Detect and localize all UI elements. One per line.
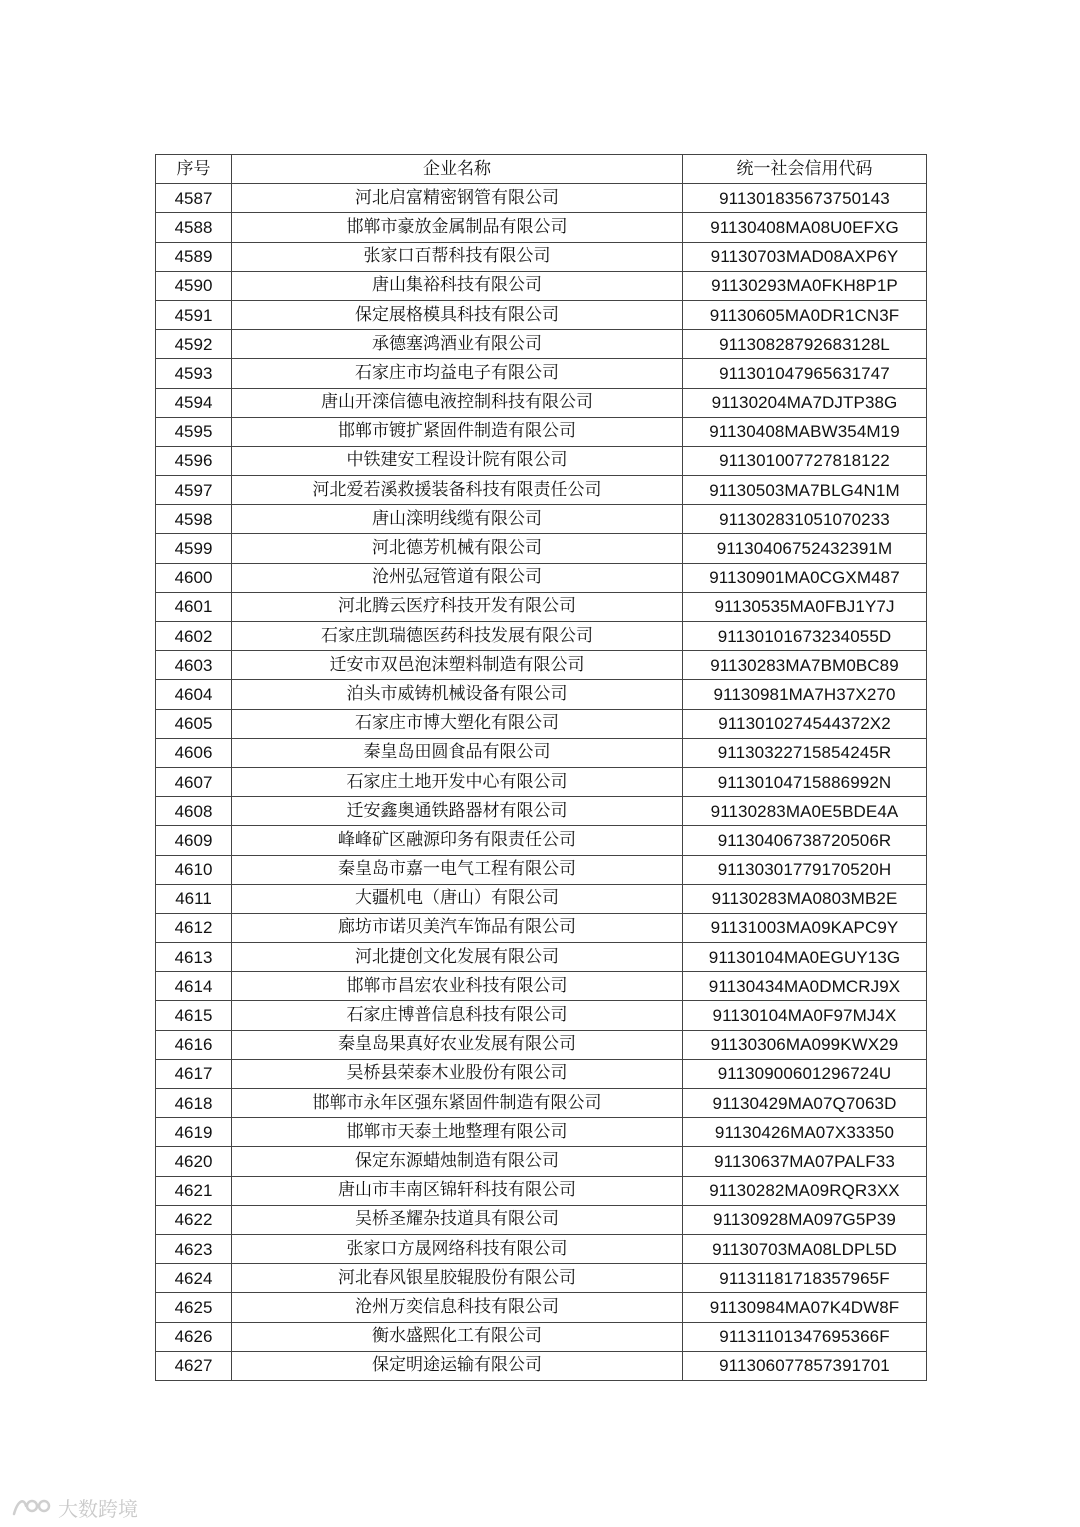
row-seq: 4609 <box>156 826 232 855</box>
row-company-name: 保定展格模具科技有限公司 <box>232 300 683 329</box>
row-credit-code: 91130101673234055D <box>683 622 927 651</box>
row-company-name: 沧州万奕信息科技有限公司 <box>232 1293 683 1322</box>
table-row <box>156 330 927 359</box>
header-credit-code: 统一社会信用代码 <box>683 155 927 184</box>
row-seq: 4620 <box>156 1147 232 1176</box>
row-credit-code: 911306077857391701 <box>683 1351 927 1380</box>
row-credit-code: 9113010274544372X2 <box>683 709 927 738</box>
row-company-name: 唐山市丰南区锦轩科技有限公司 <box>232 1176 683 1205</box>
header-seq: 序号 <box>156 155 232 184</box>
header-company-name: 企业名称 <box>232 155 683 184</box>
row-credit-code: 91130406738720506R <box>683 826 927 855</box>
table-row <box>156 1351 927 1380</box>
row-credit-code: 91130293MA0FKH8P1P <box>683 271 927 300</box>
row-credit-code: 91130426MA07X33350 <box>683 1118 927 1147</box>
table-row <box>156 1030 927 1059</box>
row-company-name: 河北启富精密钢管有限公司 <box>232 184 683 213</box>
row-company-name: 峰峰矿区融源印务有限责任公司 <box>232 826 683 855</box>
row-credit-code: 91130408MABW354M19 <box>683 417 927 446</box>
row-company-name: 邯郸市豪放金属制品有限公司 <box>232 213 683 242</box>
row-company-name: 大疆机电（唐山）有限公司 <box>232 884 683 913</box>
row-company-name: 保定东源蜡烛制造有限公司 <box>232 1147 683 1176</box>
table-row <box>156 855 927 884</box>
row-credit-code: 91130322715854245R <box>683 738 927 767</box>
table-row <box>156 709 927 738</box>
row-seq: 4608 <box>156 797 232 826</box>
row-seq: 4604 <box>156 680 232 709</box>
row-company-name: 张家口百帮科技有限公司 <box>232 242 683 271</box>
row-credit-code: 91130637MA07PALF33 <box>683 1147 927 1176</box>
row-company-name: 石家庄土地开发中心有限公司 <box>232 767 683 796</box>
row-credit-code: 911301007727818122 <box>683 446 927 475</box>
row-company-name: 河北腾云医疗科技开发有限公司 <box>232 592 683 621</box>
row-credit-code: 91130703MAD08AXP6Y <box>683 242 927 271</box>
row-company-name: 河北爱若溪救援装备科技有限责任公司 <box>232 476 683 505</box>
company-list-table <box>155 154 927 1381</box>
row-company-name: 河北德芳机械有限公司 <box>232 534 683 563</box>
row-credit-code: 91130282MA09RQR3XX <box>683 1176 927 1205</box>
row-company-name: 吴桥圣耀杂技道具有限公司 <box>232 1205 683 1234</box>
row-company-name: 秦皇岛田圆食品有限公司 <box>232 738 683 767</box>
row-seq: 4590 <box>156 271 232 300</box>
row-seq: 4597 <box>156 476 232 505</box>
row-seq: 4605 <box>156 709 232 738</box>
row-credit-code: 91130703MA08LDPL5D <box>683 1234 927 1263</box>
row-credit-code: 91130429MA07Q7063D <box>683 1089 927 1118</box>
table-row <box>156 1176 927 1205</box>
row-seq: 4621 <box>156 1176 232 1205</box>
row-company-name: 承德塞鸿酒业有限公司 <box>232 330 683 359</box>
row-credit-code: 91130283MA7BM0BC89 <box>683 651 927 680</box>
row-seq: 4594 <box>156 388 232 417</box>
row-seq: 4595 <box>156 417 232 446</box>
table-row <box>156 1234 927 1263</box>
row-seq: 4606 <box>156 738 232 767</box>
table-row <box>156 1205 927 1234</box>
row-seq: 4625 <box>156 1293 232 1322</box>
row-seq: 4603 <box>156 651 232 680</box>
table-row <box>156 1264 927 1293</box>
table-row <box>156 446 927 475</box>
row-seq: 4596 <box>156 446 232 475</box>
row-company-name: 廊坊市诺贝美汽车饰品有限公司 <box>232 913 683 942</box>
row-seq: 4589 <box>156 242 232 271</box>
row-credit-code: 91130104MA0F97MJ4X <box>683 1001 927 1030</box>
row-credit-code: 91130828792683128L <box>683 330 927 359</box>
row-company-name: 邯郸市天泰土地整理有限公司 <box>232 1118 683 1147</box>
table-row <box>156 242 927 271</box>
row-credit-code: 91130434MA0DMCRJ9X <box>683 972 927 1001</box>
row-credit-code: 91131101347695366F <box>683 1322 927 1351</box>
row-company-name: 邯郸市昌宏农业科技有限公司 <box>232 972 683 1001</box>
row-seq: 4601 <box>156 592 232 621</box>
row-seq: 4592 <box>156 330 232 359</box>
table-row <box>156 622 927 651</box>
table-row <box>156 1293 927 1322</box>
row-company-name: 沧州弘冠管道有限公司 <box>232 563 683 592</box>
row-credit-code: 91131003MA09KAPC9Y <box>683 913 927 942</box>
row-seq: 4602 <box>156 622 232 651</box>
row-seq: 4627 <box>156 1351 232 1380</box>
table-row <box>156 1089 927 1118</box>
row-credit-code: 911301047965631747 <box>683 359 927 388</box>
table-row <box>156 1147 927 1176</box>
row-seq: 4614 <box>156 972 232 1001</box>
row-seq: 4616 <box>156 1030 232 1059</box>
row-company-name: 保定明途运输有限公司 <box>232 1351 683 1380</box>
row-seq: 4622 <box>156 1205 232 1234</box>
row-seq: 4600 <box>156 563 232 592</box>
row-credit-code: 91130283MA0803MB2E <box>683 884 927 913</box>
row-credit-code: 91131181718357965F <box>683 1264 927 1293</box>
row-seq: 4624 <box>156 1264 232 1293</box>
row-company-name: 石家庄市均益电子有限公司 <box>232 359 683 388</box>
table-row <box>156 1322 927 1351</box>
row-company-name: 河北春风银星胶辊股份有限公司 <box>232 1264 683 1293</box>
table-row <box>156 417 927 446</box>
row-seq: 4623 <box>156 1234 232 1263</box>
row-credit-code: 91130503MA7BLG4N1M <box>683 476 927 505</box>
row-seq: 4610 <box>156 855 232 884</box>
row-credit-code: 91130104715886992N <box>683 767 927 796</box>
row-company-name: 石家庄凯瑞德医药科技发展有限公司 <box>232 622 683 651</box>
table-row <box>156 184 927 213</box>
row-seq: 4607 <box>156 767 232 796</box>
row-credit-code: 91130900601296724U <box>683 1059 927 1088</box>
row-credit-code: 911301835673750143 <box>683 184 927 213</box>
row-seq: 4611 <box>156 884 232 913</box>
row-credit-code: 91130901MA0CGXM487 <box>683 563 927 592</box>
watermark-text: 大数跨境 <box>58 1496 138 1521</box>
table-row <box>156 300 927 329</box>
row-seq: 4587 <box>156 184 232 213</box>
table-row <box>156 884 927 913</box>
table-row <box>156 826 927 855</box>
row-credit-code: 911302831051070233 <box>683 505 927 534</box>
table-row <box>156 213 927 242</box>
row-company-name: 邯郸市永年区强东紧固件制造有限公司 <box>232 1089 683 1118</box>
row-company-name: 邯郸市镀扩紧固件制造有限公司 <box>232 417 683 446</box>
row-company-name: 河北捷创文化发展有限公司 <box>232 943 683 972</box>
table-row <box>156 972 927 1001</box>
table-row <box>156 563 927 592</box>
row-company-name: 秦皇岛果真好农业发展有限公司 <box>232 1030 683 1059</box>
row-credit-code: 91130104MA0EGUY13G <box>683 943 927 972</box>
row-seq: 4598 <box>156 505 232 534</box>
row-company-name: 吴桥县荣泰木业股份有限公司 <box>232 1059 683 1088</box>
row-seq: 4617 <box>156 1059 232 1088</box>
row-company-name: 迁安市双邑泡沫塑料制造有限公司 <box>232 651 683 680</box>
row-seq: 4615 <box>156 1001 232 1030</box>
row-credit-code: 91130406752432391M <box>683 534 927 563</box>
row-company-name: 张家口方晟网络科技有限公司 <box>232 1234 683 1263</box>
row-seq: 4613 <box>156 943 232 972</box>
table-row <box>156 1118 927 1147</box>
table-row <box>156 1001 927 1030</box>
row-seq: 4626 <box>156 1322 232 1351</box>
row-credit-code: 91130928MA097G5P39 <box>683 1205 927 1234</box>
table-row <box>156 767 927 796</box>
row-credit-code: 91130984MA07K4DW8F <box>683 1293 927 1322</box>
row-credit-code: 91130204MA7DJTP38G <box>683 388 927 417</box>
row-company-name: 唐山开滦信德电液控制科技有限公司 <box>232 388 683 417</box>
table-header-row <box>156 155 927 184</box>
row-company-name: 唐山滦明线缆有限公司 <box>232 505 683 534</box>
table-row <box>156 534 927 563</box>
row-seq: 4599 <box>156 534 232 563</box>
watermark <box>12 1493 138 1521</box>
row-seq: 4588 <box>156 213 232 242</box>
row-seq: 4618 <box>156 1089 232 1118</box>
table-row <box>156 388 927 417</box>
row-credit-code: 91130981MA7H37X270 <box>683 680 927 709</box>
table-row <box>156 797 927 826</box>
table-row <box>156 651 927 680</box>
row-company-name: 中铁建安工程设计院有限公司 <box>232 446 683 475</box>
row-credit-code: 91130535MA0FBJ1Y7J <box>683 592 927 621</box>
table-row <box>156 913 927 942</box>
row-credit-code: 91130605MA0DR1CN3F <box>683 300 927 329</box>
row-credit-code: 91130408MA08U0EFXG <box>683 213 927 242</box>
table-row <box>156 680 927 709</box>
table-row <box>156 738 927 767</box>
row-credit-code: 91130301779170520H <box>683 855 927 884</box>
table-body <box>156 184 927 1381</box>
table-row <box>156 505 927 534</box>
table-row <box>156 271 927 300</box>
row-company-name: 石家庄市博大塑化有限公司 <box>232 709 683 738</box>
table-row <box>156 943 927 972</box>
table-row <box>156 592 927 621</box>
row-company-name: 石家庄博普信息科技有限公司 <box>232 1001 683 1030</box>
row-credit-code: 91130283MA0E5BDE4A <box>683 797 927 826</box>
table-row <box>156 1059 927 1088</box>
row-credit-code: 91130306MA099KWX29 <box>683 1030 927 1059</box>
row-company-name: 泊头市威铸机械设备有限公司 <box>232 680 683 709</box>
row-seq: 4593 <box>156 359 232 388</box>
row-company-name: 唐山集裕科技有限公司 <box>232 271 683 300</box>
logo-icon <box>12 1494 52 1520</box>
row-company-name: 衡水盛熙化工有限公司 <box>232 1322 683 1351</box>
row-seq: 4619 <box>156 1118 232 1147</box>
table-row <box>156 476 927 505</box>
row-company-name: 迁安鑫奥通铁路器材有限公司 <box>232 797 683 826</box>
row-seq: 4612 <box>156 913 232 942</box>
row-company-name: 秦皇岛市嘉一电气工程有限公司 <box>232 855 683 884</box>
row-seq: 4591 <box>156 300 232 329</box>
table-row <box>156 359 927 388</box>
